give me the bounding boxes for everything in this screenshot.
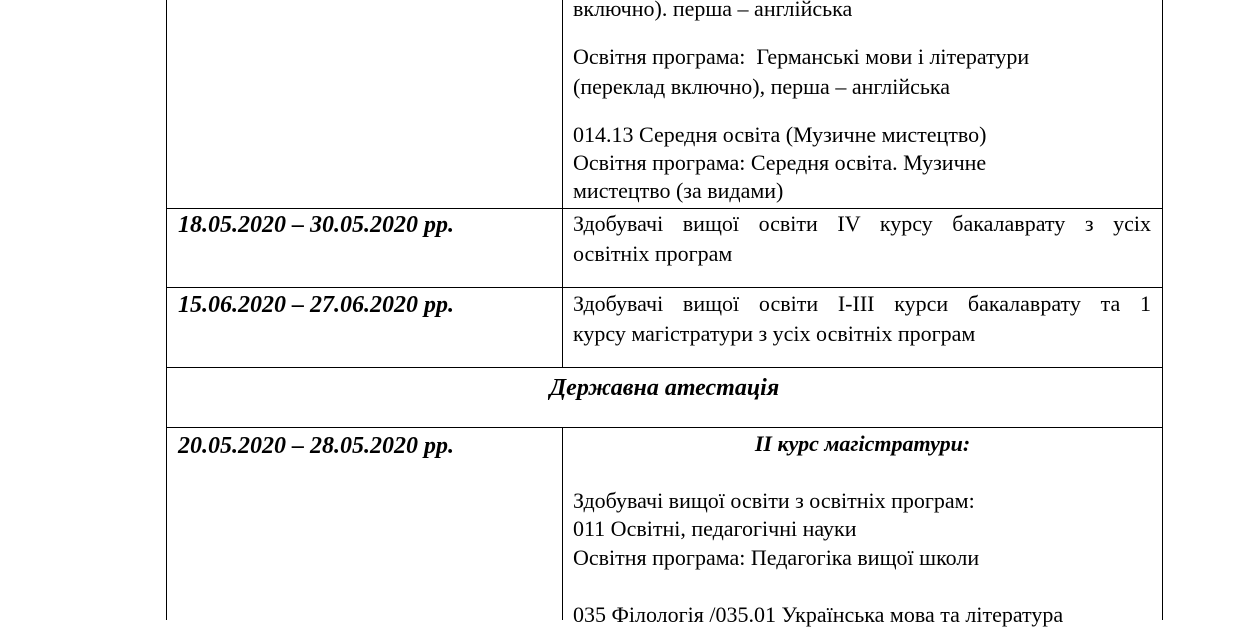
desc-cell-2005-program-pedagogy: Освітня програма: Педагогіка вищої школи xyxy=(573,545,980,570)
desc-cell-1805-line1: Здобувачі вищої освіти IV курсу бакалаврату з усіх xyxy=(573,211,1151,236)
desc-cell-2005-code-011: 011 Освітні, педагогічні науки xyxy=(573,516,857,541)
table-border-left xyxy=(166,0,167,620)
desc-cell-2005-code-035: 035 Філологія /035.01 Українська мова та література xyxy=(573,602,1064,627)
cell-program-germanic-line1: Освітня програма: Германські мови і літератури xyxy=(573,44,1030,69)
date-cell-1506: 15.06.2020 – 27.06.2020 рр. xyxy=(178,292,454,318)
cell-music-program-line2: мистецтво (за видами) xyxy=(573,178,784,203)
section-heading: Державна атестація xyxy=(549,375,780,401)
row-divider-4 xyxy=(166,427,1163,428)
cell-program-germanic-line2: (переклад включно), перша – англійська xyxy=(573,74,951,99)
desc-cell-2005-subheading: ІІ курс магістратури: xyxy=(754,431,971,456)
row-divider-2 xyxy=(166,287,1163,288)
table-border-right xyxy=(1162,0,1163,620)
desc-cell-1805-line2: освітніх програм xyxy=(573,241,733,266)
row-divider-1 xyxy=(166,208,1163,209)
desc-cell-1506-line1: Здобувачі вищої освіти І-ІІІ курси бакалаврату та 1 xyxy=(573,291,1151,316)
row-divider-3 xyxy=(166,367,1163,368)
date-cell-2005: 20.05.2020 – 28.05.2020 рр. xyxy=(178,433,454,459)
column-divider-top xyxy=(562,0,563,367)
cell-music-code: 014.13 Середня освіта (Музичне мистецтво) xyxy=(573,122,987,147)
desc-cell-1506-line2: курсу магістратури з усіх освітніх програм xyxy=(573,321,976,346)
cell-line-continued: включно). перша – англійська xyxy=(573,0,853,21)
cell-music-program-line1: Освітня програма: Середня освіта. Музичне xyxy=(573,150,987,175)
date-cell-1805: 18.05.2020 – 30.05.2020 рр. xyxy=(178,212,454,238)
desc-cell-2005-intro: Здобувачі вищої освіти з освітніх програм: xyxy=(573,488,975,513)
